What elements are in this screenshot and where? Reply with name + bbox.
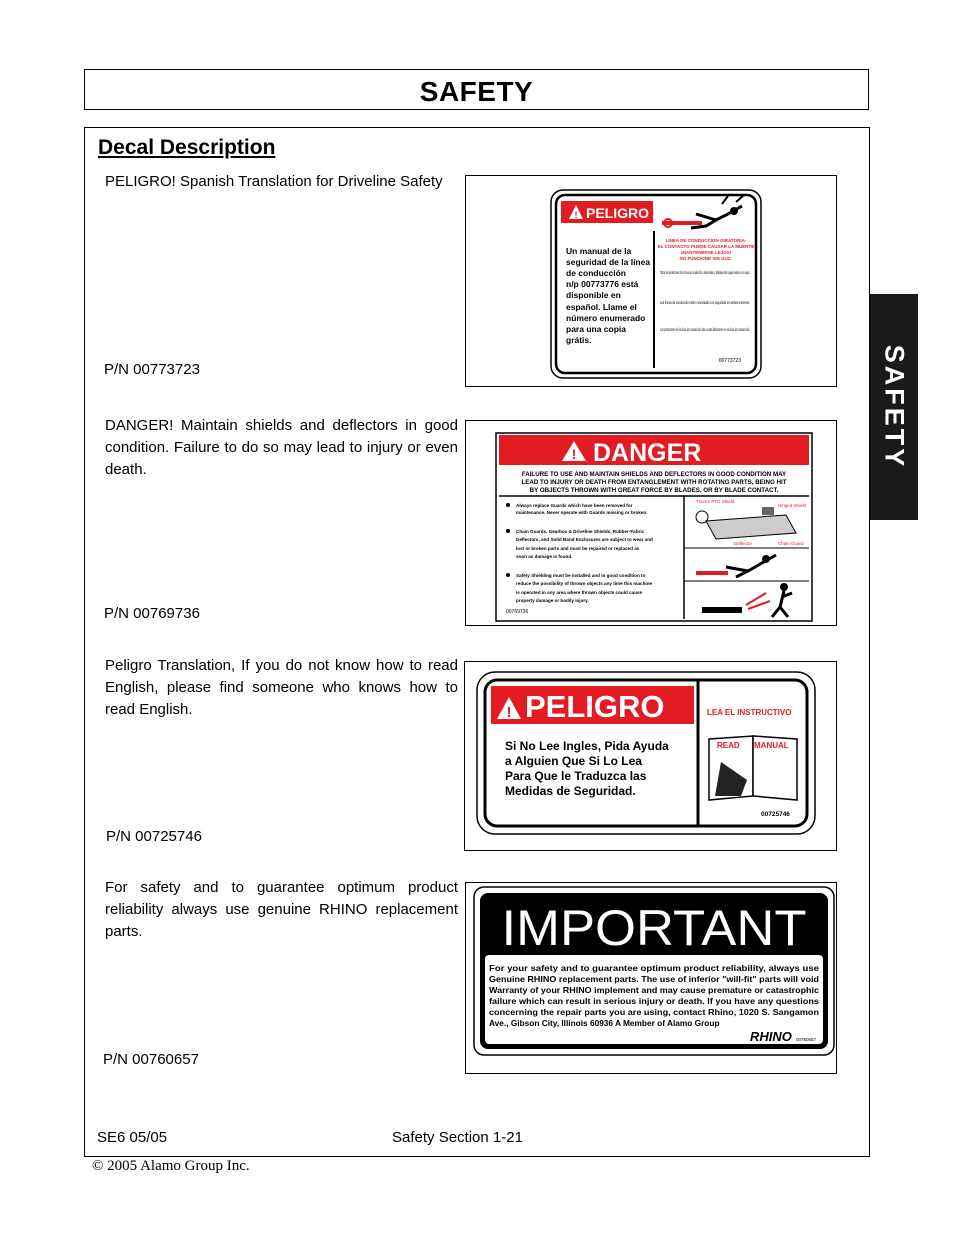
- decal-signal-word: DANGER: [593, 439, 702, 467]
- decal-description: For safety and to guarantee optimum product reliability always use genuine RHINO replacement parts.: [105, 879, 458, 940]
- peligro-driveline-decal: [466, 176, 836, 386]
- footer-page-number: Safety Section 1-21: [392, 1129, 523, 1146]
- svg-text:Warranty of your RHINO impleme: Warranty of your RHINO implement and may cause premature or catastrophic: [489, 985, 820, 995]
- decal-code: 00760657: [796, 1037, 817, 1042]
- svg-text:Tractor PTO Shield: Tractor PTO Shield: [696, 499, 735, 504]
- part-number: P/N 00725746: [106, 828, 202, 845]
- open-book-icon: [709, 736, 797, 800]
- page-title: SAFETY: [419, 76, 534, 107]
- part-number: P/N 00760657: [103, 1051, 199, 1068]
- svg-text:Si No Lee Ingles, Pida Ayuda: Si No Lee Ingles, Pida Ayuda: [505, 739, 669, 753]
- svg-text:disponible en: disponible en: [566, 290, 621, 300]
- svg-text:LINEA DE CONDUCCION GIRATORIA-: LINEA DE CONDUCCION GIRATORIA-: [665, 238, 747, 243]
- svg-text:Always replace Guards which ha: Always replace Guards which have been removed for: [516, 503, 633, 508]
- svg-text:Chain Guards, Gearbox & Drivel: Chain Guards, Gearbox & Driveline Shields, Rubber-Fabric: [516, 529, 645, 534]
- svg-text:!: !: [506, 704, 512, 721]
- svg-text:Los protectores de la línea de: Los protectores de la línea de conducción den vuelta libremente en la línea de conducción.: [660, 327, 750, 332]
- decal-signal-word: PELIGRO: [586, 205, 650, 221]
- decal-image-frame: [465, 882, 837, 1074]
- copyright: © 2005 Alamo Group Inc.: [92, 1158, 250, 1174]
- svg-text:grátis.: grátis.: [566, 335, 592, 345]
- svg-text:Las líneas de conducción estén: Las líneas de conducción estén conectadas con seguridad en ambos extremos.: [660, 300, 750, 305]
- svg-text:MANUAL: MANUAL: [754, 741, 789, 750]
- footer-doc-code: SE6 05/05: [97, 1129, 168, 1146]
- side-tab-label: SAFETY: [879, 344, 909, 470]
- svg-text:n/p 00773776 está: n/p 00773776 está: [566, 279, 639, 289]
- svg-text:Un manual de la: Un manual de la: [566, 246, 632, 256]
- svg-text:a Alguien Que Si Lo Lea: a Alguien Que Si Lo Lea: [505, 754, 642, 768]
- decal-description: DANGER! Maintain shields and deflectors in good condition. Failure to do so may lead to injury or even death.: [105, 417, 458, 478]
- svg-text:!: !: [574, 210, 578, 220]
- decal-code: 00773723: [718, 358, 741, 364]
- svg-text:EL CONTACTO PUEDE CAUSAR LA MU: EL CONTACTO PUEDE CAUSAR LA MUERTE: [657, 244, 755, 249]
- svg-text:Hinged Shield: Hinged Shield: [778, 503, 807, 508]
- rhino-logo: RHINO: [750, 1029, 792, 1044]
- decal-signal-word: PELIGRO: [525, 689, 665, 724]
- decal-image-frame: [465, 420, 837, 626]
- decal-description: Peligro Translation, If you do not know how to read English, please find someone who knows how to read English.: [105, 657, 458, 718]
- important-rhino-decal: [466, 883, 836, 1073]
- svg-text:español. Llame el: español. Llame el: [566, 302, 637, 312]
- svg-text:número enumerado: número enumerado: [566, 313, 646, 323]
- svg-text:Safety Shielding must be insta: Safety Shielding must be installed and in good condition to: [516, 573, 646, 578]
- part-number: P/N 00769736: [104, 605, 200, 622]
- peligro-read-manual-decal: [465, 662, 836, 850]
- svg-text:Medidas de Seguridad.: Medidas de Seguridad.: [505, 784, 636, 798]
- svg-text:is operated in any area where: is operated in any area where thrown objects could cause: [516, 590, 643, 595]
- svg-text:FAILURE TO USE AND MAINTAIN SH: FAILURE TO USE AND MAINTAIN SHIELDS AND DEFLECTORS IN GOOD CONDITION MAY: [521, 471, 787, 478]
- svg-text:property damage or bodily inju: property damage or bodily injury.: [516, 598, 589, 603]
- svg-text:Todos los protectores de la lí: Todos los protectores de la línea de conducción, alimentador y blindajes del equipo estén en su lugar.: [660, 270, 750, 275]
- svg-text:para una copia: para una copia: [566, 324, 626, 334]
- svg-text:READ: READ: [717, 741, 740, 750]
- decal-image-frame: [465, 175, 837, 387]
- header-box: [84, 69, 869, 110]
- svg-text:Ave., Gibson City, Illinois 60: Ave., Gibson City, Illinois 60936 A Member of Alamo Group: [489, 1018, 720, 1028]
- svg-text:Chain Guard: Chain Guard: [778, 541, 804, 546]
- svg-text:failure which can result in se: failure which can result in serious injury or death. If you have any questions: [489, 996, 820, 1006]
- svg-text:lost or broken parts and must: lost or broken parts and must be repaired or replaced as: [516, 546, 640, 551]
- svg-text:concerning the repair parts yo: concerning the repair parts you are using, contact Rhino, 1020 S. Sangamon: [489, 1007, 819, 1017]
- decal-code: 00725746: [761, 811, 790, 818]
- svg-text:de conducción: de conducción: [566, 268, 626, 278]
- part-number: P/N 00773723: [104, 361, 200, 378]
- svg-text:Para Que le Traduzca las: Para Que le Traduzca las: [505, 769, 647, 783]
- danger-shields-decal: [466, 421, 836, 625]
- svg-text:NO FUNCIONE SIN GUC-: NO FUNCIONE SIN GUC-: [679, 256, 733, 261]
- decal-image-frame: [464, 661, 837, 851]
- decal-signal-word: IMPORTANT: [501, 900, 807, 956]
- decal-description: PELIGRO! Spanish Translation for Driveline Safety: [105, 173, 443, 190]
- svg-text:reduce the possibility of thro: reduce the possibility of thrown objects any time this machine: [516, 581, 653, 586]
- section-title: Decal Description: [98, 136, 276, 159]
- svg-text:seguridad de la línea: seguridad de la línea: [566, 257, 651, 267]
- decal-code: 00769736: [506, 609, 529, 615]
- svg-text:Deflector: Deflector: [734, 541, 753, 546]
- svg-text:¡MANTENERSE LEJOS!: ¡MANTENERSE LEJOS!: [680, 250, 732, 255]
- svg-text:Deflectors, and Solid Band Enc: Deflectors, and Solid Band Enclosures are subject to wear and: [516, 537, 653, 542]
- svg-text:soon as damage is found.: soon as damage is found.: [516, 554, 573, 559]
- svg-text:For your safety and to guarant: For your safety and to guarantee optimum product reliability, always use: [489, 963, 820, 973]
- svg-text:LEAD TO INJURY OR DEATH FROM E: LEAD TO INJURY OR DEATH FROM ENTANGLEMENT WITH ROTATING PARTS, BEING HIT: [521, 479, 787, 486]
- svg-text:BY OBJECTS THROWN WITH GREAT F: BY OBJECTS THROWN WITH GREAT FORCE BY BLADES, OR BY BLADE CONTACT.: [529, 487, 779, 494]
- svg-text:Genuine RHINO replacement part: Genuine RHINO replacement parts. The use of inferior "will-fit" parts will void: [489, 974, 819, 984]
- svg-text:maintenance. Never operate wit: maintenance. Never operate with Guards missing or broken.: [516, 510, 648, 515]
- svg-text:!: !: [571, 446, 577, 462]
- decal-right-title: LEA EL INSTRUCTIVO: [707, 708, 792, 717]
- side-tab: [869, 294, 918, 520]
- decal-header-lines: [521, 471, 787, 494]
